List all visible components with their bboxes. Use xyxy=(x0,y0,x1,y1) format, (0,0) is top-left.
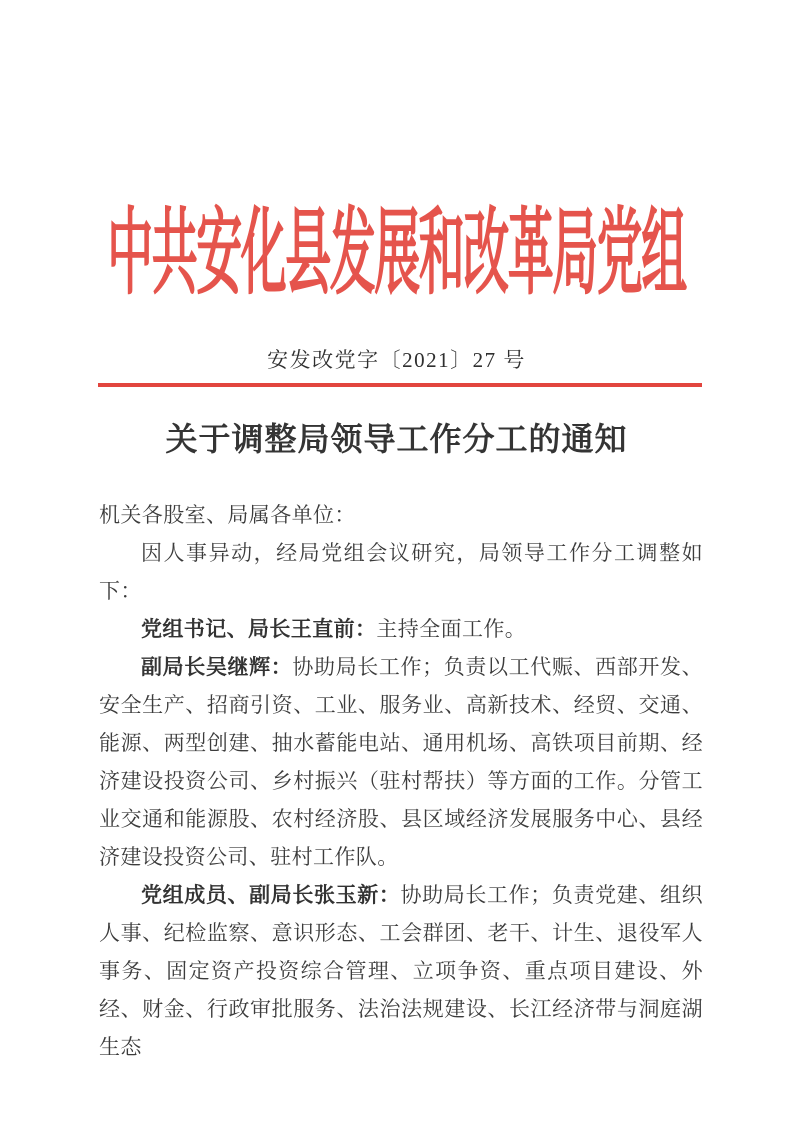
assignment-paragraph-deputy-wu xyxy=(99,648,703,876)
role-name-director: 党组书记、局长王直前： xyxy=(141,617,377,641)
issuer-name-text: 中共安化县发展和改革局党组 xyxy=(107,200,686,306)
role-name-deputy-zhang: 党组成员、副局长张玉新： xyxy=(141,883,401,907)
issuer-name-banner xyxy=(0,186,793,306)
role-duties-deputy-zhang: 协助局长工作；负责党建、组织人事、纪检监察、意识形态、工会群团、老干、计生、退役军人事务、固定资产投资综合管理、立项争资、重点项目建设、外经、财金、行政审批服务、法治法规建设、长江经济带与洞庭湖生态 xyxy=(99,883,703,1059)
role-duties-director: 主持全面工作。 xyxy=(376,617,527,641)
role-name-deputy-wu: 副局长吴继辉： xyxy=(141,655,293,679)
document-reference-number: 安发改党字〔2021〕27 号 xyxy=(267,348,526,372)
salutation-line: 机关各股室、局属各单位： xyxy=(99,503,356,527)
role-duties-deputy-wu: 协助局长工作；负责以工代赈、西部开发、安全生产、招商引资、工业、服务业、高新技术、经贸、交通、能源、两型创建、抽水蓄能电站、通用机场、高铁项目前期、经济建设投资公司、乡村振兴（驻村帮扶）等方面的工作。分管工业交通和能源股、农村经济股、县区域经济发展服务中心、县经济建设投资公司、驻村工作队。 xyxy=(99,655,703,869)
assignment-paragraph-director xyxy=(99,610,703,648)
document-title: 关于调整局领导工作分工的通知 xyxy=(165,421,628,457)
red-divider-line xyxy=(98,383,702,387)
intro-paragraph: 因人事异动，经局党组会议研究，局领导工作分工调整如下： xyxy=(99,541,703,603)
document-body xyxy=(99,496,703,1066)
assignment-paragraph-deputy-zhang xyxy=(99,876,703,1066)
